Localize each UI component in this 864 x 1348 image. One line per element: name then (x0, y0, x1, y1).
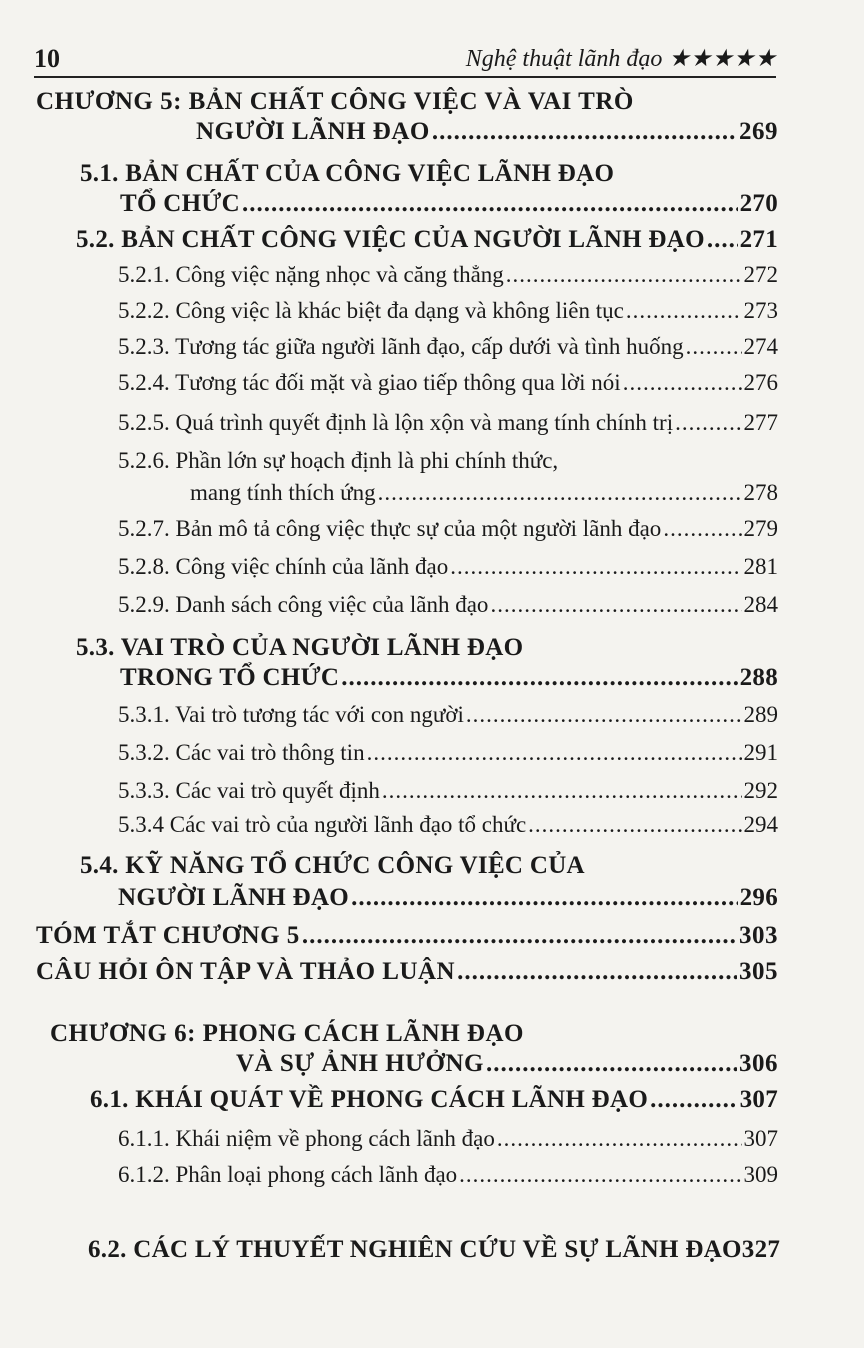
toc-subsection-5-2-1 (118, 262, 778, 288)
leader-dots (528, 812, 741, 838)
toc-section-5-3 (120, 664, 778, 692)
toc-entry-title: 5.2. BẢN CHẤT CÔNG VIỆC CỦA NGƯỜI LÃNH ĐẠO (76, 226, 705, 253)
leader-dots (675, 410, 741, 436)
toc-entry-title: TRONG TỔ CHỨC (120, 664, 340, 691)
toc-page-number: 277 (743, 410, 778, 435)
toc-page-number: 274 (743, 334, 778, 359)
leader-dots (490, 592, 741, 618)
toc-page-number: 269 (739, 118, 778, 145)
toc-subsection-5-3-1 (118, 702, 778, 728)
toc-entry-title: 5.2.9. Danh sách công việc của lãnh đạo (118, 592, 489, 617)
toc-page-number: 273 (743, 298, 778, 323)
leader-dots (686, 334, 742, 360)
toc-page-number: 327 (741, 1236, 781, 1263)
toc-section-5-4-line1: 5.4. KỸ NĂNG TỔ CHỨC CÔNG VIỆC CỦA (80, 852, 585, 879)
toc-page-number: 281 (743, 554, 778, 579)
toc-section-5-2 (76, 226, 778, 254)
toc-page-number: 305 (739, 958, 778, 985)
toc-page-number: 303 (739, 922, 778, 949)
leader-dots (432, 118, 737, 146)
toc-subsection-5-2-3 (118, 334, 778, 360)
toc-page-number: 271 (739, 226, 778, 253)
toc-subsection-5-2-8 (118, 554, 778, 580)
toc-entry-title: TÓM TẮT CHƯƠNG 5 (36, 922, 300, 949)
toc-page-number: 291 (743, 740, 778, 765)
leader-dots (341, 664, 737, 692)
leader-dots (663, 516, 741, 542)
toc-entry-title: mang tính thích ứng (190, 480, 376, 505)
toc-chapter-5-summary (36, 922, 778, 950)
toc-chapter-5 (196, 118, 778, 146)
toc-subsection-5-2-4 (118, 370, 778, 396)
leader-dots (457, 958, 737, 986)
toc-entry-title: 6.1.1. Khái niệm về phong cách lãnh đạo (118, 1126, 495, 1151)
leader-dots (450, 554, 741, 580)
leader-dots (351, 884, 738, 912)
toc-entry-title: 6.2. CÁC LÝ THUYẾT NGHIÊN CỨU VỀ SỰ LÃNH ĐẠO (88, 1236, 742, 1263)
toc-page-number: 296 (739, 884, 778, 911)
toc-entry-title: 5.3.1. Vai trò tương tác với con người (118, 702, 464, 727)
toc-entry-title: 5.2.5. Quá trình quyết định là lộn xộn và mang tính chính trị (118, 410, 674, 435)
toc-entry-title: 6.1.2. Phân loại phong cách lãnh đạo (118, 1162, 458, 1187)
leader-dots (707, 226, 738, 254)
page-number: 10 (34, 44, 60, 73)
toc-subsection-5-3-4 (118, 812, 778, 838)
leader-dots (626, 298, 742, 324)
toc-entry-title: VÀ SỰ ẢNH HƯỞNG (236, 1050, 485, 1077)
leader-dots (367, 740, 742, 766)
toc-section-5-3-line1: 5.3. VAI TRÒ CỦA NGƯỜI LÃNH ĐẠO (76, 634, 524, 661)
leader-dots (459, 1162, 741, 1188)
toc-entry-title: 6.1. KHÁI QUÁT VỀ PHONG CÁCH LÃNH ĐẠO (90, 1086, 649, 1113)
toc-entry-title: 5.2.7. Bản mô tả công việc thực sự của một người lãnh đạo (118, 516, 662, 541)
toc-entry-title: TỔ CHỨC (120, 190, 240, 217)
toc-entry-title: 5.2.1. Công việc nặng nhọc và căng thẳng (118, 262, 504, 287)
toc-page-number: 284 (743, 592, 778, 617)
toc-page-number: 279 (743, 516, 778, 541)
toc-entry-title: 5.2.2. Công việc là khác biệt đa dạng và không liên tục (118, 298, 624, 323)
toc-page-number: 306 (739, 1050, 778, 1077)
toc-page-number: 309 (743, 1162, 778, 1187)
toc-page-number: 307 (739, 1086, 778, 1113)
toc-page-number: 278 (743, 480, 778, 505)
toc-section-5-1 (120, 190, 778, 218)
toc-entry-title: 5.3.4 Các vai trò của người lãnh đạo tổ chức (118, 812, 527, 837)
toc-entry-title: NGƯỜI LÃNH ĐẠO (196, 118, 430, 145)
toc-subsection-5-2-9 (118, 592, 778, 618)
toc-entry-title: 5.2.4. Tương tác đối mặt và giao tiếp thông qua lời nói (118, 370, 621, 395)
page-header (34, 40, 776, 78)
toc-subsection-5-2-6-line1: 5.2.6. Phần lớn sự hoạch định là phi chính thức, (118, 448, 559, 473)
toc-chapter-6 (236, 1050, 778, 1078)
toc-subsection-5-2-6 (190, 480, 778, 506)
toc-page-number: 272 (743, 262, 778, 287)
toc-section-6-1 (90, 1086, 778, 1114)
leader-dots (378, 480, 742, 506)
leader-dots (242, 190, 738, 218)
toc-subsection-5-3-3 (118, 778, 778, 804)
toc-chapter-6-line1: CHƯƠNG 6: PHONG CÁCH LÃNH ĐẠO (50, 1020, 524, 1047)
running-title: Nghệ thuật lãnh đạo ★★★★★ (465, 46, 776, 72)
toc-entry-title: CÂU HỎI ÔN TẬP VÀ THẢO LUẬN (36, 958, 456, 985)
toc-entry-title: 5.3.2. Các vai trò thông tin (118, 740, 365, 765)
toc-section-6-2 (88, 1236, 781, 1264)
toc-subsection-6-1-2 (118, 1162, 778, 1188)
leader-dots (506, 262, 742, 288)
toc-entry-title: 5.3.3. Các vai trò quyết định (118, 778, 380, 803)
toc-subsection-6-1-1 (118, 1126, 778, 1152)
toc-page-number: 294 (743, 812, 778, 837)
leader-dots (466, 702, 742, 728)
toc-subsection-5-3-2 (118, 740, 778, 766)
toc-section-5-4 (118, 884, 778, 912)
toc-subsection-5-2-2 (118, 298, 778, 324)
toc-section-5-1-line1: 5.1. BẢN CHẤT CỦA CÔNG VIỆC LÃNH ĐẠO (80, 160, 615, 187)
toc-page-number: 289 (743, 702, 778, 727)
leader-dots (497, 1126, 742, 1152)
leader-dots (302, 922, 737, 950)
toc-entry-title: 5.2.8. Công việc chính của lãnh đạo (118, 554, 449, 579)
toc-chapter-5-line1: CHƯƠNG 5: BẢN CHẤT CÔNG VIỆC VÀ VAI TRÒ (36, 88, 634, 115)
toc-page-number: 276 (743, 370, 778, 395)
toc-subsection-5-2-7 (118, 516, 778, 542)
toc-entry-title: 5.2.3. Tương tác giữa người lãnh đạo, cấp dưới và tình huống (118, 334, 684, 359)
leader-dots (623, 370, 742, 396)
toc-page-number: 288 (739, 664, 778, 691)
toc-subsection-5-2-5 (118, 410, 778, 436)
leader-dots (382, 778, 742, 804)
toc-page-number: 307 (743, 1126, 778, 1151)
toc-page-number: 270 (739, 190, 778, 217)
leader-dots (486, 1050, 737, 1078)
toc-chapter-5-review (36, 958, 778, 986)
toc-page-number: 292 (743, 778, 778, 803)
leader-dots (650, 1086, 737, 1114)
toc-entry-title: NGƯỜI LÃNH ĐẠO (118, 884, 350, 911)
